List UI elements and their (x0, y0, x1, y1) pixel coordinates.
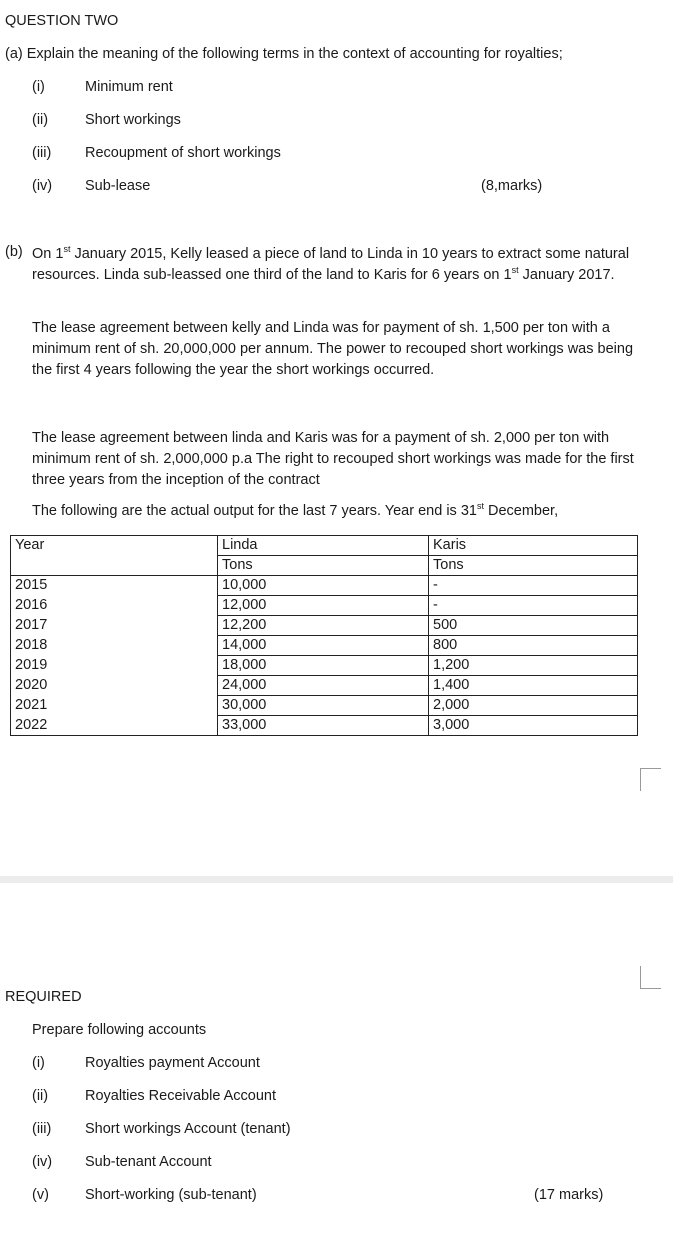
cell-karis: - (429, 576, 638, 596)
required-marks: (17 marks) (534, 1187, 604, 1203)
part-a-item-text: Sub-lease (85, 178, 151, 194)
required-item-text: Short workings Account (tenant) (85, 1121, 291, 1137)
table-row (11, 696, 638, 716)
required-item-num: (v) (32, 1187, 49, 1203)
part-a-item-text: Recoupment of short workings (85, 145, 281, 161)
part-a-item-text: Minimum rent (85, 79, 173, 95)
required-item-num: (iv) (32, 1154, 53, 1170)
cell-year: 2016 (11, 596, 218, 616)
required-item-num: (i) (32, 1055, 45, 1071)
cell-karis: - (429, 596, 638, 616)
required-item-num: (ii) (32, 1088, 49, 1104)
part-a-item-text: Short workings (85, 112, 181, 128)
table-header-row (11, 536, 638, 556)
header-karis: Karis (429, 536, 638, 556)
cell-karis: 500 (429, 616, 638, 636)
cell-linda: 10,000 (218, 576, 429, 596)
cell-karis: 1,200 (429, 656, 638, 676)
part-a-marks: (8,marks) (481, 178, 543, 194)
cell-year: 2019 (11, 656, 218, 676)
cell-linda: 12,000 (218, 596, 429, 616)
required-item-text: Royalties payment Account (85, 1055, 260, 1071)
part-a-item-num: (i) (32, 79, 45, 95)
subheader-year (11, 556, 218, 576)
cell-year: 2020 (11, 676, 218, 696)
cell-linda: 18,000 (218, 656, 429, 676)
cell-year: 2015 (11, 576, 218, 596)
table-row (11, 576, 638, 596)
cell-linda: 12,200 (218, 616, 429, 636)
part-a-item-num: (iv) (32, 178, 53, 194)
part-a-item-num: (ii) (32, 112, 49, 128)
cell-karis: 2,000 (429, 696, 638, 716)
required-title: REQUIRED (5, 989, 82, 1005)
header-linda: Linda (218, 536, 429, 556)
page-break-divider (0, 876, 673, 883)
part-b-label: (b) (5, 244, 23, 260)
question-title: QUESTION TWO (5, 13, 119, 29)
table-row (11, 616, 638, 636)
part-b-paragraph-3: The lease agreement between linda and Karis was for a payment of sh. 2,000 per ton with minimum rent of sh. 2,000,000 p.a The right to recouped short workings was made for the first three years from the inception of the contract (32, 430, 634, 488)
cell-karis: 800 (429, 636, 638, 656)
cell-linda: 24,000 (218, 676, 429, 696)
part-b-paragraph-2: The lease agreement between kelly and Linda was for payment of sh. 1,500 per ton with a minimum rent of sh. 20,000,000 per annum. The power to recouped short workings was being the first 4 years following the year the short workings occurred. (32, 320, 634, 378)
table-row (11, 656, 638, 676)
required-intro: Prepare following accounts (32, 1022, 207, 1038)
required-item-text: Short-working (sub-tenant) (85, 1187, 257, 1203)
part-b-paragraph-1: On 1st January 2015, Kelly leased a piece of land to Linda in 10 years to extract some natural resources. Linda sub-leassed one third of the land to Karis for 6 years on 1st January 2017. (32, 244, 630, 283)
crop-mark-top (640, 768, 661, 791)
crop-mark-bottom (640, 966, 661, 989)
part-b-paragraph-4: The following are the actual output for the last 7 years. Year end is 31st December, (32, 501, 559, 519)
table-row (11, 676, 638, 696)
required-item-text: Royalties Receivable Account (85, 1088, 277, 1104)
cell-linda: 14,000 (218, 636, 429, 656)
table-row (11, 596, 638, 616)
table-subheader-row (11, 556, 638, 576)
cell-linda: 30,000 (218, 696, 429, 716)
part-a-intro: (a) Explain the meaning of the following terms in the context of accounting for royalties; (5, 46, 563, 62)
cell-year: 2018 (11, 636, 218, 656)
subheader-linda: Tons (218, 556, 429, 576)
cell-linda: 33,000 (218, 716, 429, 736)
cell-karis: 3,000 (429, 716, 638, 736)
table-row (11, 716, 638, 736)
cell-karis: 1,400 (429, 676, 638, 696)
table-row (11, 636, 638, 656)
part-a-item-num: (iii) (32, 145, 52, 161)
header-year: Year (11, 536, 218, 556)
cell-year: 2022 (11, 716, 218, 736)
cell-year: 2021 (11, 696, 218, 716)
cell-year: 2017 (11, 616, 218, 636)
required-item-num: (iii) (32, 1121, 52, 1137)
subheader-karis: Tons (429, 556, 638, 576)
output-table (10, 535, 638, 736)
required-item-text: Sub-tenant Account (85, 1154, 212, 1170)
